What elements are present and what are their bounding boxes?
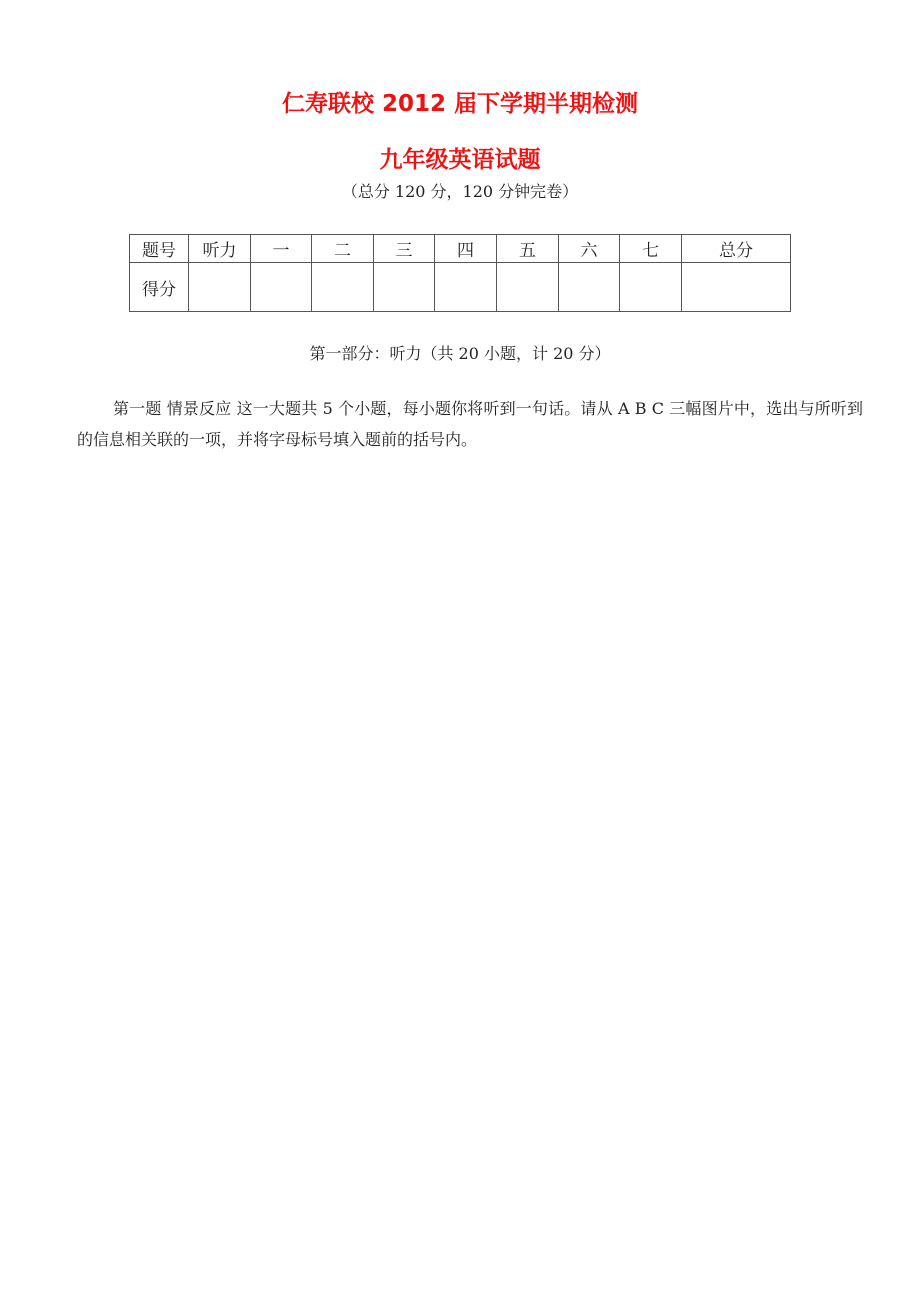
score-cell-part-1: [251, 263, 312, 312]
score-cell-part-2: [312, 263, 374, 312]
header-cell-part-6: 六: [559, 235, 620, 263]
exam-title: 仁寿联校 2012 届下学期半期检测: [281, 91, 639, 117]
score-table: [129, 234, 791, 312]
header-cell-listening: 听力: [189, 235, 251, 263]
header-cell-part-3: 三: [374, 235, 435, 263]
header-cell-part-4: 四: [435, 235, 497, 263]
score-note: （总分 120 分，120 分钟完卷）: [341, 182, 579, 201]
header-cell-part-5: 五: [497, 235, 559, 263]
score-cell-listening: [189, 263, 251, 312]
section-heading: 第一部分：听力（共 20 小题，计 20 分）: [309, 344, 611, 363]
header-cell-part-7: 七: [620, 235, 682, 263]
header-cell-part-2: 二: [312, 235, 374, 263]
header-cell-question-number: 题号: [130, 235, 189, 263]
section-instructions: 第一题 情景反应 这一大题共 5 个小题，每小题你将听到一句话。请从 A B C 三幅图片中，选出与所听到的信息相关联的一项，并将字母标号填入题前的括号内。: [77, 399, 863, 449]
score-cell-part-7: [620, 263, 682, 312]
header-cell-total: 总分: [682, 235, 791, 263]
score-cell-part-4: [435, 263, 497, 312]
score-cell-part-6: [559, 263, 620, 312]
score-cell-part-3: [374, 263, 435, 312]
score-cell-total: [682, 263, 791, 312]
score-row-label: 得分: [130, 263, 189, 312]
score-table-score-row: [130, 263, 791, 312]
score-cell-part-5: [497, 263, 559, 312]
exam-subtitle: 九年级英语试题: [379, 147, 541, 173]
header-cell-part-1: 一: [251, 235, 312, 263]
score-table-header-row: [130, 235, 791, 263]
